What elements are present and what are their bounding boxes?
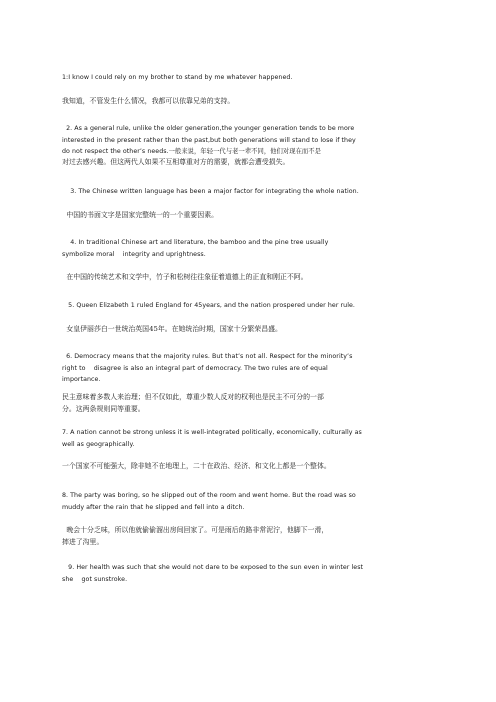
sentence-6-english: 6. Democracy means that the majority rules. But that’s not all. Respect for the minority’s right to disagree is also an integral part of democracy. The two rules are of equal importance. <box>62 353 353 384</box>
sentence-1-chinese: 我知道，不管发生什么情况，我都可以依靠兄弟的支持。 <box>62 97 235 105</box>
sentence-8-english: 8. The party was boring, so he slipped out of the room and went home. But the road was so muddy after the rain that he slipped and fell into a ditch. <box>62 492 356 511</box>
sentence-4-english: 4. In traditional Chinese art and literature, the bamboo and the pine tree usually symbolize moral integrity and uprightness. <box>62 239 329 258</box>
sentence-5-chinese: 女皇伊丽莎白一世统治英国45年。在她统治时期，国家十分繁荣昌盛。 <box>62 325 282 333</box>
sentence-1-english: 1:I know I could rely on my brother to stand by me whatever happened. <box>62 74 293 81</box>
sentence-3-chinese: 中国的书面文字是国家完整统一的一个重要因素。 <box>62 211 218 219</box>
sentence-9-english: 9. Her health was such that she would not dare to be exposed to the sun even in winter lest she got sunstroke. <box>62 564 364 583</box>
sentence-8-chinese: 晚会十分乏味，所以他就偷偷溜出房间回家了。可是雨后的路非常泥泞，他脚下一滑， 摔进了沟里。 <box>62 526 329 546</box>
sentence-7-english: 7. A nation cannot be strong unless it is well-integrated politically, economically, culturally as well as geographically. <box>62 429 362 448</box>
sentence-3-english: 3. The Chinese written language has been a major factor for integrating the whole nation. <box>62 188 359 195</box>
sentence-2-chinese: 对过去感兴趣。但这两代人如果不互相尊重对方的需要，就都会遭受损失。 <box>62 158 290 166</box>
sentence-4-chinese: 在中国的传统艺术和文学中，竹子和松树往往象征着道德上的正直和刚正不阿。 <box>62 273 308 281</box>
sentence-2-english: 2. As a general rule, unlike the older generation,the younger generation tends to be more interested in the present rather than the past,but both generations will stand to lose if they do not respect the other’s needs.一般来说，年轻一代与老一辈不同，他们对现在而不是 <box>62 125 356 156</box>
sentence-7-chinese: 一个国家不可能强大，除非她不在地理上，二十在政治、经济、和文化上都是一个整体。 <box>62 462 331 470</box>
sentence-5-english: 5. Queen Elizabeth 1 ruled England for 45years, and the nation prospered under her rule. <box>62 302 355 309</box>
sentence-6-chinese: 民主意味着多数人来治理；但不仅如此，尊重少数人反对的权利也是民主不可分的一部 分。这两条规则同等重要。 <box>62 393 324 413</box>
